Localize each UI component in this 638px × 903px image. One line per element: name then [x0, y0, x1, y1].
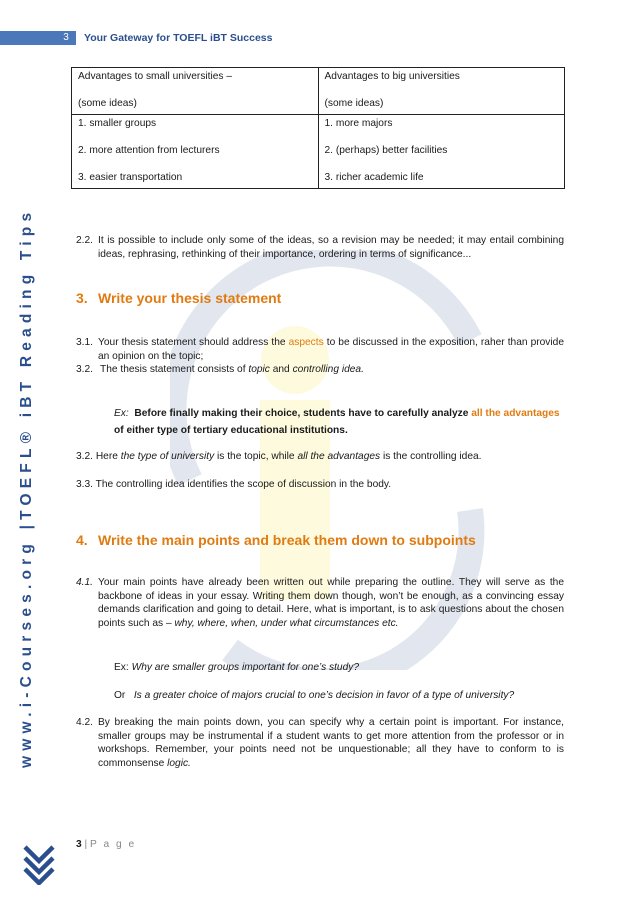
sidebar-website-text: www.i-Courses.org |TOEFL® iBT Reading Tips — [18, 207, 35, 768]
highlight-aspects: aspects — [288, 337, 324, 348]
col1-header-line1: Advantages to small universities – — [78, 71, 233, 82]
para-4-2-text — [98, 716, 564, 770]
example-2 — [114, 661, 566, 675]
para-2-2-number: 2.2. — [76, 235, 93, 246]
para-3-2-here — [76, 450, 564, 464]
example-prefix: Ex: — [114, 408, 129, 419]
para-4-1-number: 4.1. — [76, 577, 93, 588]
list-item: 1. smaller groups — [78, 118, 157, 129]
example-3 — [114, 689, 566, 703]
example-question: Is a greater choice of majors crucial to one’s decision in favor of a type of university? — [133, 690, 515, 701]
col1-header-line2: (some ideas) — [78, 98, 137, 109]
para-4-1-text — [98, 576, 564, 630]
term-logic: logic. — [167, 757, 191, 769]
para-2-2-text: It is possible to include only some of the ideas, so a revision may be needed; it may entail combining ideas, rephrasing, rethinking of their importance, ordering in terms of significance... — [98, 235, 564, 260]
footer-separator: | — [84, 839, 88, 850]
page-footer — [76, 839, 136, 850]
example-question: Why are smaller groups important for one’s study? — [131, 662, 360, 673]
col2-header-line2: (some ideas) — [324, 98, 384, 109]
para-3-2-number: 3.2. — [76, 364, 93, 375]
text-span: The thesis statement consists of — [100, 364, 249, 375]
text-span: Your thesis statement should address the — [98, 337, 289, 348]
term-all-advantages: all the advantages — [297, 451, 381, 462]
text-span: is the controlling idea. — [380, 451, 482, 462]
para-3-1-text — [98, 336, 564, 363]
table-cell — [318, 68, 565, 115]
table-cell — [72, 115, 319, 189]
term-controlling-idea: controlling idea. — [292, 364, 364, 375]
list-item: 2. (perhaps) better facilities — [324, 145, 448, 156]
table-row — [72, 115, 565, 189]
text-span: 3.2. Here — [76, 451, 121, 462]
footer-page-number: 3 — [76, 839, 82, 850]
text-span: and — [269, 364, 293, 375]
heading-3-title: Write your thesis statement — [98, 290, 282, 306]
table-cell — [318, 115, 565, 189]
list-item: 3. richer academic life — [324, 172, 424, 183]
question-words: why, where, when, under what circumstances etc. — [174, 617, 399, 629]
para-3-2-text — [100, 363, 566, 377]
text-span: is the topic, while — [214, 451, 298, 462]
list-item: 2. more attention from lecturers — [78, 145, 220, 156]
heading-4-title: Write the main points and break them down to subpoints — [98, 532, 476, 548]
text-span: to be discussed in the exposition, raher than provide an opinion on the topic; — [98, 337, 564, 362]
header-title: Your Gateway for TOEFL iBT Success — [84, 32, 273, 44]
highlight-all-advantages: all the advantages — [471, 408, 560, 419]
term-topic: topic — [248, 364, 270, 375]
example-prefix: Ex: — [114, 662, 129, 673]
example-prefix: Or — [114, 690, 126, 701]
para-3-1-number: 3.1. — [76, 337, 93, 348]
text-span: Before finally making their choice, students have to carefully analyze — [134, 408, 472, 419]
text-span: By breaking the main points down, you can specify why a certain point is important. For instance, smaller groups may be instrumental if a student wants to get more attention from the professor or in workshops. Remember, your points need not be unquestionable; all they have to conform to is commonsense — [98, 717, 564, 769]
term-type-of-university: the type of university — [120, 451, 215, 462]
list-item: 1. more majors — [324, 118, 393, 129]
advantages-table — [71, 67, 565, 189]
text-span: Your main points have already been written out while preparing the outline. They will serve as the backbone of ideas in your essay. Writing them down though, won’t be enough, as a convincing essay demands clarification and going to detail. Here, what is important, is to ask questions about the chosen points such as – — [98, 577, 564, 629]
table-cell — [72, 68, 319, 115]
para-3-3: 3.3. The controlling idea identifies the scope of discussion in the body. — [76, 479, 392, 490]
heading-4-number: 4. — [76, 532, 88, 548]
col2-header-line1: Advantages to big universities — [324, 71, 460, 82]
chevron-double-down-icon — [22, 843, 56, 885]
list-item: 3. easier transportation — [78, 172, 183, 183]
table-row — [72, 68, 565, 115]
para-4-2-number: 4.2. — [76, 717, 93, 728]
heading-3-number: 3. — [76, 290, 88, 306]
text-span: of either type of tertiary educational institutions. — [114, 425, 348, 436]
example-1 — [114, 405, 566, 439]
footer-page-label: P a g e — [90, 839, 137, 850]
header-page-number: 3 — [63, 32, 69, 43]
